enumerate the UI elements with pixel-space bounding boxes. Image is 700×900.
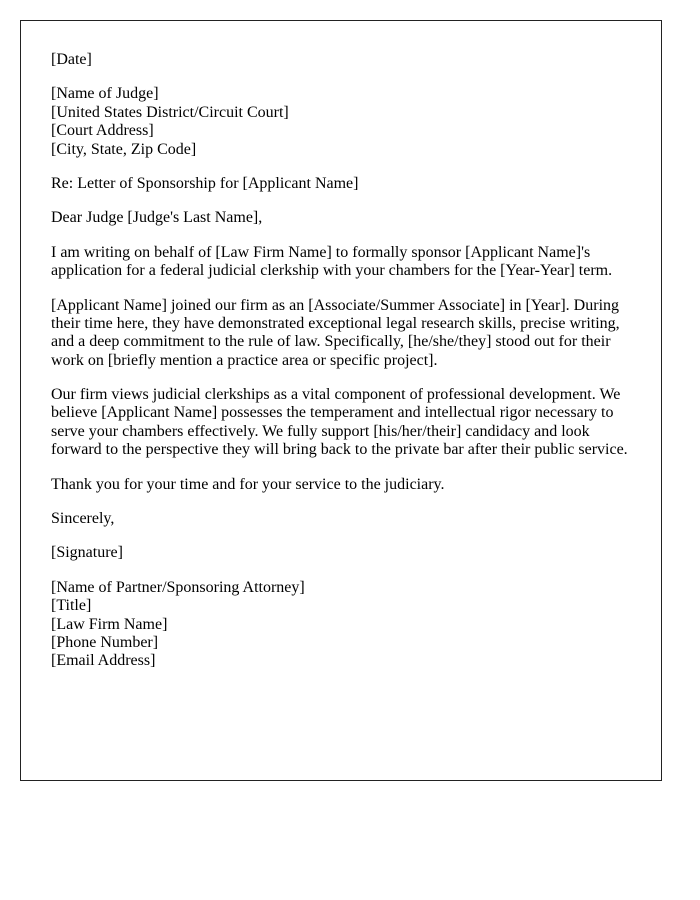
subject-line: Re: Letter of Sponsorship for [Applicant Name] — [51, 174, 359, 192]
recipient-block — [51, 85, 631, 159]
signature-attorney-name: [Name of Partner/Sponsoring Attorney] — [51, 578, 305, 596]
recipient-court-address: [Court Address] — [51, 122, 154, 140]
signature-firm-name: [Law Firm Name] — [51, 615, 168, 633]
signature-block — [51, 579, 631, 671]
recipient-judge-name: [Name of Judge] — [51, 85, 159, 103]
signature-placeholder: [Signature] — [51, 544, 123, 562]
signature-phone: [Phone Number] — [51, 633, 159, 651]
date-line: [Date] — [51, 51, 92, 68]
recipient-court-name: [United States District/Circuit Court] — [51, 103, 289, 121]
signature-title: [Title] — [51, 597, 92, 615]
body-paragraph-2: [Applicant Name] joined our firm as an [Associate/Summer Associate] in [Year]. During their time here, they have demonstrated exceptional legal research skills, precise writing, and a deep commitment to the rule of law. Specifically, [he/she/they] stood out for their work on [briefly mention a practice area or specific project]. — [51, 296, 620, 369]
letter-document — [20, 20, 662, 781]
closing: Sincerely, — [51, 510, 115, 528]
body-paragraph-4: Thank you for your time and for your service to the judiciary. — [51, 475, 445, 493]
recipient-city-state-zip: [City, State, Zip Code] — [51, 140, 197, 158]
body-paragraph-3: Our firm views judicial clerkships as a vital component of professional development. We believe [Applicant Name] possesses the temperament and intellectual rigor necessary to serve your chambers effectively. We fully support [his/her/their] candidacy and look forward to the perspective they will bring back to the private bar after their public service. — [51, 386, 628, 459]
salutation: Dear Judge [Judge's Last Name], — [51, 209, 263, 227]
signature-email: [Email Address] — [51, 652, 156, 670]
body-paragraph-1: I am writing on behalf of [Law Firm Name] to formally sponsor [Applicant Name]'s application for a federal judicial clerkship with your chambers for the [Year-Year] term. — [51, 243, 613, 280]
